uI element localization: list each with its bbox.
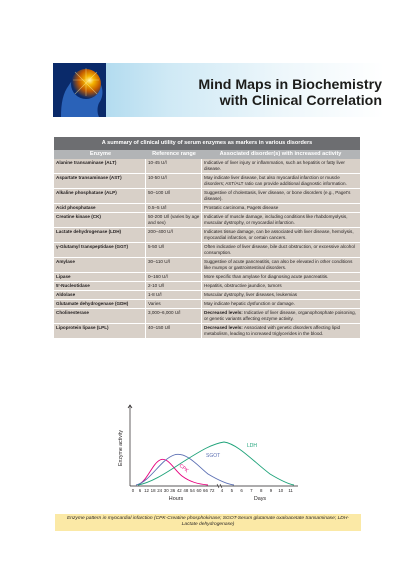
disorder-text: Suggestive of acute pancreatitis, can also be elevated in other conditions like mumps or gastrointestinal disorders. [204,259,353,270]
disorder-cell [201,174,360,188]
enzyme-name-cell: Creatine kinase (CK) [56,214,101,219]
table-row [54,243,360,258]
x-tick-label: 6 [240,488,243,493]
disorder-text: Indicative of muscle damage, including conditions like rhabdomyolysis, muscular dystrophy, or myocardial infarction. [204,214,348,225]
table-row [54,273,360,282]
x-tick-label: 66 [203,488,208,493]
x-tick-label: 10 [278,488,284,493]
disorder-cell [201,213,360,227]
table-row [54,228,360,243]
enzyme-name-cell: Glutamate dehydrogenase (GDH) [56,301,129,306]
x-tick-label: 48 [183,488,189,493]
table-row [54,204,360,213]
table-row [54,174,360,189]
disorder-cell [201,273,360,281]
reference-range-cell: 0.5–5 U/l [145,204,201,212]
enzyme-name-cell: Aspartate transaminase (AST) [56,175,122,180]
series-label-cpk: CPK [177,462,190,475]
disorder-text: Muscular dystrophy, liver diseases, leukemias [204,292,298,297]
disorder-cell [201,159,360,173]
disorder-text: Indicative of liver disease, organophosphate poisoning, or genetic variants affecting enzyme activity. [204,310,356,321]
table-row [54,159,360,174]
x-tick-label: 18 [150,488,156,493]
reference-range-cell: 3,000–6,000 U/l [145,309,201,323]
x-tick-label: 11 [288,488,293,493]
reference-range-cell: 50–100 U/l [145,189,201,203]
decreased-levels-label: Decreased levels: [204,310,243,315]
x-axis-label-hours: Hours [168,496,184,502]
enzyme-name-cell: Acid phosphatase [56,205,96,210]
x-tick-label: 60 [196,488,202,493]
enzyme-name-cell: Aldolase [56,292,76,297]
header-disorder: Associated disorder(s) with increased activity [219,151,342,157]
disorder-cell [201,204,360,212]
reference-range-cell: 2-10 U/l [145,282,201,290]
enzyme-table [54,137,360,339]
reference-range-cell: Varies [145,300,201,308]
book-title-line1: Mind Maps in Biochemistry [198,77,382,93]
disorder-cell [201,258,360,272]
disorder-text: Suggestive of cholestasis, liver disease, or bone disorders (e.g., Paget's disease). [204,190,351,201]
reference-range-cell: 50-200 U/l (varies by age and sex) [145,213,201,227]
x-tick-label: 6 [138,488,142,493]
enzyme-name-cell: Cholinesterase [56,310,89,315]
table-header [54,150,360,159]
series-label-sgot: SGOT [206,453,221,459]
x-tick-label: 42 [176,488,182,493]
disorder-text: Prostatic carcinoma, Pagets disease [204,205,279,210]
enzyme-name-cell: γ-Glutamyl transpeptidase (GGT) [56,244,128,249]
y-axis-label: Enzyme activity [118,429,124,467]
table-row [54,189,360,204]
table-row [54,291,360,300]
reference-range-cell: 5-50 U/l [145,243,201,257]
disorder-text: Often indicative of liver disease, bile duct obstruction, or excessive alcohol consumption. [204,244,355,255]
table-row [54,309,360,324]
disorder-cell [201,291,360,299]
x-tick-label: 24 [157,488,163,493]
table-body [54,159,360,339]
enzyme-name-cell: Lipase [56,274,71,279]
disorder-text: May indicate liver disease, but also myocardial infarction or muscle disorders; AST/ALT ratio can provide additional diagnostic information. [204,175,347,186]
disorder-text: Associated with genetic disorders affecting lipid metabolism, leading to increased triglycerides in the blood. [204,325,341,336]
table-row [54,282,360,291]
chart-svg [108,400,308,505]
enzyme-name-cell: Lipoprotein lipase (LPL) [56,325,109,330]
table-row [54,258,360,273]
disorder-cell [201,189,360,203]
reference-range-cell: 0–160 U/l [145,273,201,281]
x-tick-label: 9 [269,488,273,493]
brain-logo-image [53,63,106,117]
disorder-cell [201,228,360,242]
x-tick-label: 54 [189,488,195,493]
header-enzyme: Enzyme [89,151,112,157]
table-caption: A summary of clinical utility of serum enzymes as markers in various disorders [54,137,360,150]
x-tick-label: 5 [230,488,234,493]
x-tick-label: 12 [144,488,149,493]
disorder-text: Indicative of liver injury or inflammation, such as hepatitis or fatty liver disease. [204,160,345,171]
reference-range-cell: 40–150 U/l [145,324,201,338]
enzyme-name-cell: Lactate dehydrogenase (LDH) [56,229,122,234]
table-row [54,300,360,309]
disorder-cell [201,282,360,290]
disorder-cell [201,309,360,323]
book-title [132,77,382,109]
x-tick-label: 7 [250,488,253,493]
disorder-text: May indicate hepatic dysfunction or damage. [204,301,295,306]
enzyme-name-cell: Alanine transaminase (ALT) [56,160,117,165]
series-line-cpk [138,459,208,485]
disorder-text: Hepatitis, obstructive jaundice, tumors [204,283,282,288]
x-tick-label: 72 [209,488,215,493]
x-tick-label: 0 [131,488,135,493]
enzyme-name-cell: 5'-Nucleotidase [56,283,90,288]
reference-range-cell: 10-50 U/l [145,174,201,188]
x-tick-label: 36 [170,488,176,493]
x-axis-label-days: Days [253,496,267,502]
table-row [54,213,360,228]
disorder-cell [201,300,360,308]
disorder-text: Indicates tissue damage, can be associated with liver disease, hemolysis, myocardial infarction, or certain cancers. [204,229,354,240]
reference-range-cell: 30–110 U/l [145,258,201,272]
table-row [54,324,360,339]
disorder-text: More specific than amylase for diagnosing acute pancreatitis. [204,274,329,279]
enzyme-name-cell: Amylase [56,259,75,264]
header-range: Reference range [152,151,196,157]
reference-range-cell: 1-8 U/l [145,291,201,299]
disorder-cell [201,243,360,257]
enzyme-name-cell: Alkaline phosphatase (ALP) [56,190,117,195]
enzyme-pattern-chart [108,400,308,505]
decreased-levels-label: Decreased levels: [204,325,243,330]
reference-range-cell: 200–400 U/l [145,228,201,242]
x-tick-label: 30 [163,488,169,493]
reference-range-cell: 10-45 U/l [145,159,201,173]
x-tick-label: 4 [220,488,224,493]
disorder-cell [201,324,360,338]
figure-caption: Enzyme pattern in myocardial infarction (CPK-Creatine phosphokinase; SGOT-Serum glutamate oxaloacetate transaminase; LDH-Lactate dehydrogenase) [55,514,361,531]
x-tick-label: 8 [259,488,263,493]
series-label-ldh: LDH [247,443,258,449]
book-title-line2: with Clinical Correlation [219,93,382,109]
